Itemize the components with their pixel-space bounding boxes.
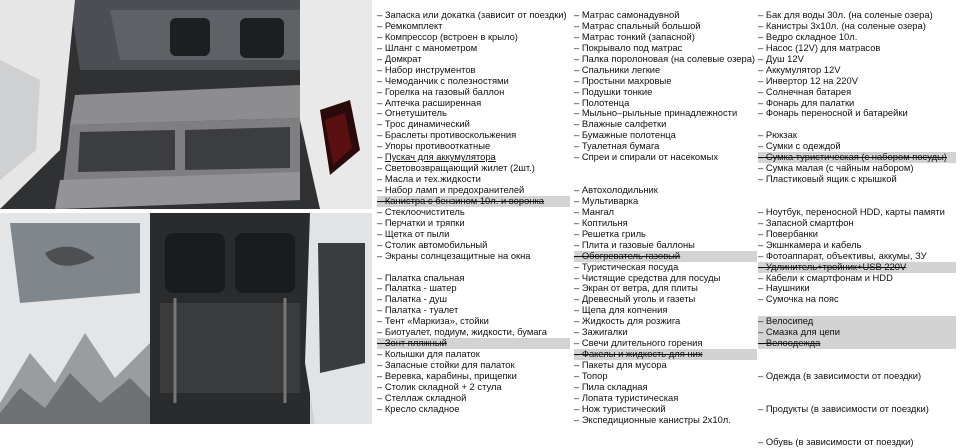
list-item-text: – Перчатки и тряпки [377,217,465,228]
item-list-column-1 [377,10,570,415]
list-spacer [758,360,956,371]
list-item-text: – Компрессор (встроен в крыло) [377,31,518,42]
list-item [574,21,757,32]
list-item-text: – Щепа для копчения [574,305,668,316]
list-item [574,251,757,262]
list-item [377,207,570,218]
list-item [758,283,956,294]
list-item-text: – Экшнкамера и кабель [758,239,862,250]
list-item-text: – Лопата туристическая [574,392,679,403]
list-item [377,283,570,294]
list-item-text: – Матрас самонадувной [574,10,680,20]
list-item-text: – Запаска или докатка (зависит от поездки) [377,10,567,20]
list-item [377,251,570,262]
list-item-text: – Зонт пляжный [377,338,447,349]
list-item [377,76,570,87]
list-item-text: – Обогреватель газовый [574,250,681,261]
list-item-text: – Аккумулятор 12V [758,64,841,75]
list-item [574,349,757,360]
list-item-text: – Факелы и жидкость для них [574,349,703,360]
list-item [574,185,757,196]
list-item-text: – Масла и тех.жидкости [377,174,481,185]
list-item [377,404,570,415]
list-item-text: – Палатка - душ [377,294,448,305]
list-item [758,10,956,21]
list-item-text: – Кресло складное [377,403,460,414]
list-item [758,437,956,448]
list-item [377,349,570,360]
list-item-text: – Кабели к смартфонам и HDD [758,272,893,283]
list-item [758,207,956,218]
list-item-text: – Свечи длительного горения [574,338,703,349]
list-item-text: – Экран от ветра, для плиты [574,283,698,294]
list-item-text [377,152,496,162]
list-item [758,152,956,163]
list-item [758,251,956,262]
list-item [574,316,757,327]
list-item-text: – Запасные стойки для палаток [377,360,515,370]
list-spacer [574,174,757,185]
list-item [377,152,570,163]
list-item [758,21,956,32]
list-item-text: – Коптильня [574,217,628,228]
list-item-text: – Сумки с одеждой [758,141,841,152]
list-item-text: – Браслеты противоскольжения [377,130,517,141]
list-item-text: – Сумка малая (с чайным набором) [758,163,914,174]
list-item-text: – Спальники легкие [574,64,661,75]
list-item-text: – Набор инструментов [377,64,476,75]
list-item [377,360,570,371]
item-list-column-2 [574,10,757,426]
list-item-text: – Рюкзак [758,130,797,141]
list-item [377,327,570,338]
list-item [574,98,757,109]
list-item-text: – Автохолодильник [574,185,658,195]
list-item [377,305,570,316]
list-item [758,262,956,273]
list-item [377,10,570,21]
list-item-text: – Туристическая посуда [574,261,679,272]
list-item-text: – Смазка для цепи [758,327,840,338]
list-item [377,218,570,229]
list-item [574,141,757,152]
list-spacer [758,119,956,130]
list-spacer [758,196,956,207]
list-spacer [758,393,956,404]
list-item [574,207,757,218]
list-item [574,393,757,404]
list-item-text: – Одежда (в зависимости от поездки) [758,370,922,381]
list-item [377,163,570,174]
list-item [574,283,757,294]
list-item [377,174,570,185]
list-item [758,163,956,174]
list-item-text: – Шланг с манометром [377,42,478,53]
list-item [574,229,757,240]
list-item [758,141,956,152]
list-spacer [758,426,956,437]
list-item [574,240,757,251]
list-item [574,130,757,141]
list-item-text: – Стеллаж складной [377,392,467,403]
list-item-text: – Сумка туристическая (с набором посуды) [758,152,947,163]
list-item-text: – Домкрат [377,53,422,64]
list-item [377,54,570,65]
list-item-text: – Продукты (в зависимости от поездки) [758,403,929,414]
list-item-text: – Насос (12V) для матрасов [758,42,881,53]
list-item-text: – Запасной смартфон [758,217,854,228]
list-item [574,371,757,382]
list-item [758,108,956,119]
list-item [377,32,570,43]
list-item-text: – Набор ламп и предохранителей [377,185,525,195]
list-item [377,371,570,382]
list-item-text: – Столик автомобильный [377,239,488,250]
list-item-text: – Экраны солнцезащитные на окна [377,250,531,261]
list-spacer [574,163,757,174]
list-item [574,54,757,65]
list-item-text: – Матрас тонкий (запасной) [574,31,695,42]
list-spacer [377,262,570,273]
list-item-text: – Колышки для палаток [377,349,480,360]
list-item-text: – Аптечка расширенная [377,97,482,108]
list-item [377,294,570,305]
list-item-text: – Мультиварка [574,195,639,206]
list-item [574,327,757,338]
list-item [758,218,956,229]
list-item-text: – Ноутбук, переносной HDD, карты памяти [758,206,945,217]
list-item [758,76,956,87]
list-item-text: – Спреи и спирали от насекомых [574,152,719,163]
list-item-text: – Древесный уголь и газеты [574,294,696,305]
list-item [758,32,956,43]
list-item-text: – Удлинитель+тройник+USB 220V [758,261,907,272]
list-item-text: – Сумочка на пояс [758,294,839,305]
list-item-text: – Топор [574,370,608,381]
car-trunk-photo [0,0,372,209]
list-item-text: – Повербанки [758,228,818,239]
list-item [377,240,570,251]
list-item [377,316,570,327]
list-item [758,43,956,54]
list-item [574,152,757,163]
list-item-text: – Палатка - шатер [377,283,457,294]
list-item [574,382,757,393]
list-item [758,327,956,338]
list-item [574,338,757,349]
list-item-text: – Инвертор 12 на 220V [758,75,858,86]
list-item-text: – Нож туристический [574,403,666,414]
list-item-text: – Туалетная бумага [574,141,660,152]
list-item [377,273,570,284]
list-item [574,305,757,316]
list-item-text: – Световозвращающий жилет (2шт.) [377,163,535,174]
list-item-text: – Экспедиционные канистры 2х10л. [574,414,731,425]
list-item [377,196,570,207]
list-item [574,87,757,98]
list-item [377,393,570,404]
list-item [377,338,570,349]
list-item-text: – Наушники [758,283,810,294]
list-item [574,273,757,284]
list-item-text: – Упоры противооткатные [377,141,491,152]
list-item-text: – Ремкомплект [377,20,443,31]
list-item [377,87,570,98]
list-item-text: – Бумажные полотенца [574,130,676,141]
list-item [574,43,757,54]
list-item [377,229,570,240]
list-item-text: – Полотенца [574,97,630,108]
list-item-text: – Щетка от пыли [377,228,450,239]
list-item [377,65,570,76]
list-item-text: – Обувь (в зависимости от поездки) [758,436,914,447]
list-spacer [758,305,956,316]
list-item [574,32,757,43]
list-item [758,65,956,76]
list-item-text: – Подушки тонкие [574,86,653,97]
list-item [574,294,757,305]
list-item [758,174,956,185]
list-item [377,21,570,32]
list-item [377,108,570,119]
list-item [758,294,956,305]
list-item-text: – Зажигалки [574,327,628,338]
car-trunk-photo-icon [0,0,372,209]
list-item [377,141,570,152]
list-item [758,371,956,382]
list-item-text: – Палка поролоновая (на солевые озера) [574,53,756,64]
list-item-text: – Канистра с бензином 10л. и воронка [377,195,545,206]
list-item-text: – Плита и газовые баллоны [574,239,695,250]
list-item [758,240,956,251]
item-list-column-3 [758,10,956,448]
list-item-text: – Трос динамический [377,119,470,130]
list-item [758,404,956,415]
list-item-text: – Мангал [574,206,615,217]
list-spacer [758,349,956,360]
list-item-text: – Бак для воды 30л. (на соленые озера) [758,10,933,20]
photos [0,0,372,424]
list-item [377,185,570,196]
list-item-text: – Велосипед [758,316,814,327]
list-item-text: – Душ 12V [758,53,804,64]
list-item-text: – Велоодежда [758,338,821,349]
list-item-text: – Простыни махровые [574,75,672,86]
list-item-text: – Ведро складное 10л. [758,31,858,42]
list-item-text: – Тент «Маркиза», стойки [377,316,489,327]
list-item [574,218,757,229]
list-item [377,98,570,109]
list-item-text: – Пила складная [574,381,648,392]
list-item-text: – Фонарь переносной и батарейки [758,108,908,119]
list-item-underlined-text: Пускач для аккумулятора [384,152,496,163]
list-item [377,43,570,54]
list-item [377,119,570,130]
car-interior-photo [0,213,372,424]
list-item-text: – Столик складной + 2 стула [377,381,502,392]
list-item [758,338,956,349]
list-item-text: – Чемоданчик с полезностями [377,75,509,86]
list-item-text: – Решетка гриль [574,228,646,239]
list-item-text: – Фотоаппарат, объективы, аккумы, ЗУ [758,250,927,261]
list-item [574,10,757,21]
list-item [574,119,757,130]
list-item [574,360,757,371]
list-item [758,130,956,141]
list-item [758,98,956,109]
list-item-text: – Горелка на газовый баллон [377,86,505,97]
list-item-text: – Жидкость для розжига [574,316,681,327]
list-item-text: – Мыльно–рыльные принадлежности [574,108,738,119]
list-item-text: – Солнечная батарея [758,86,852,97]
list-item-text: – Матрас спальный большой [574,20,701,31]
list-item [758,316,956,327]
list-item-text: – Палатка - туалет [377,305,459,316]
list-item [574,196,757,207]
list-spacer [758,185,956,196]
list-spacer [758,382,956,393]
list-item [574,404,757,415]
list-item [377,382,570,393]
list-item-text: – Пакеты для мусора [574,360,667,370]
list-item [574,108,757,119]
list-item-text: – Канистры 3х10л. (на соленые озера) [758,20,926,31]
list-item-text: – Веревка, карабины, прищепки [377,370,517,381]
list-item [574,76,757,87]
list-item-text: – Биотуалет, подиум, жидкости, бумага [377,327,547,338]
list-item-bullet: – [377,152,385,163]
list-item [758,54,956,65]
list-item [574,262,757,273]
list-item [574,65,757,76]
list-item [377,130,570,141]
list-item-text: – Палатка спальная [377,272,465,283]
list-item [758,273,956,284]
list-item-text: – Влажные салфетки [574,119,667,130]
list-item-text: – Огнетушитель [377,108,447,119]
list-item [758,229,956,240]
list-item-text: – Чистящие средства для посуды [574,272,721,283]
list-item-text: – Стеклоочиститель [377,206,465,217]
list-item-text: – Фонарь для палатки [758,97,855,108]
list-item [758,87,956,98]
list-item-text: – Покрывало под матрас [574,42,683,53]
list-item-text: – Пластиковый ящик с крышкой [758,174,897,185]
car-interior-photo-icon [0,213,372,424]
